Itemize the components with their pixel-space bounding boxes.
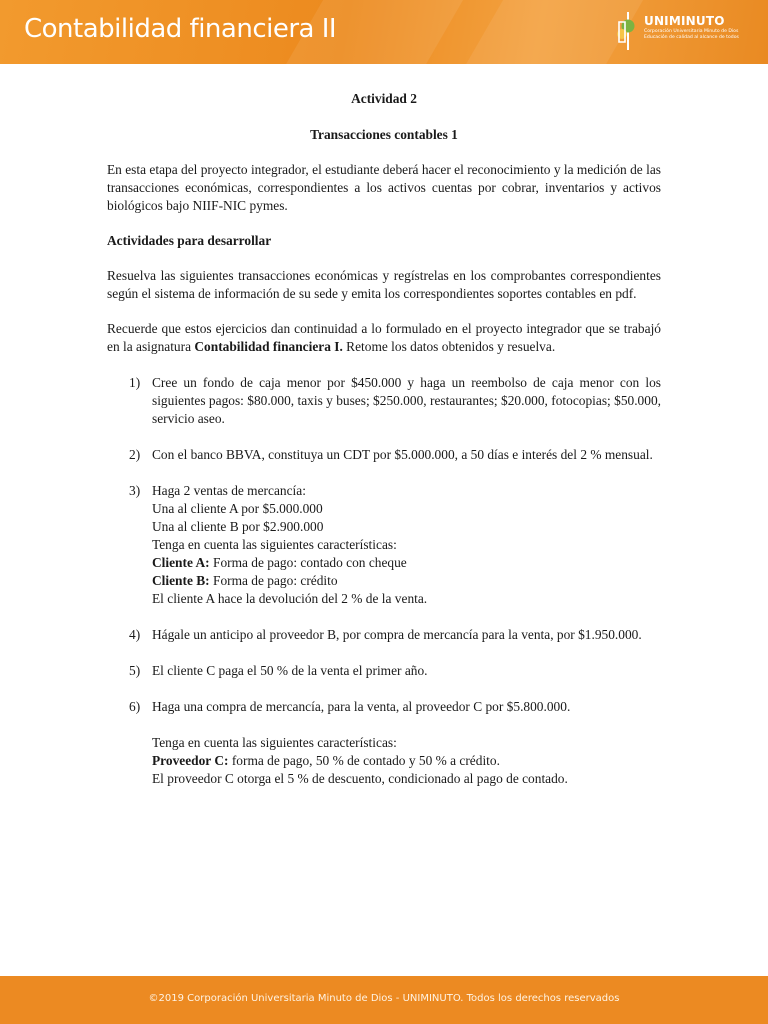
list-item-line xyxy=(152,572,661,590)
list-item-line: Una al cliente A por $5.000.000 xyxy=(152,501,323,516)
uniminuto-logo-icon xyxy=(616,12,642,50)
logo-name: UNIMINUTO xyxy=(644,14,725,28)
reminder-paragraph xyxy=(107,320,661,356)
list-item xyxy=(107,662,661,680)
footer-copyright: ©2019 Corporación Universitaria Minuto de Dios - UNIMINUTO. Todos los derechos reservados xyxy=(148,993,620,1004)
header-title: Contabilidad financiera II xyxy=(24,14,337,44)
list-item-line: Tenga en cuenta las siguientes características: xyxy=(152,537,397,552)
client-a-detail: Forma de pago: contado con cheque xyxy=(209,555,407,570)
supplier-c-label: Proveedor C: xyxy=(152,753,229,768)
list-item-text: Hágale un anticipo al proveedor B, por compra de mercancía para la venta, por $1.950.000. xyxy=(152,627,642,642)
list-number: 3) xyxy=(129,483,141,498)
supplier-note-line xyxy=(152,752,661,770)
logo-subtitle-line-1: Corporación Universitaria Minuto de Dios xyxy=(644,29,739,34)
list-item xyxy=(107,482,661,608)
list-item-text: Haga una compra de mercancía, para la venta, al proveedor C por $5.800.000. xyxy=(152,699,571,714)
list-item xyxy=(107,374,661,428)
supplier-note-line: Tenga en cuenta las siguientes características: xyxy=(152,735,397,750)
list-number: 2) xyxy=(129,447,141,462)
document-body xyxy=(107,90,661,788)
list-number: 6) xyxy=(129,699,141,714)
logo-subtitle-line-2: Educación de calidad al alcance de todos xyxy=(644,35,739,40)
document-title: Actividad 2 xyxy=(351,91,417,106)
client-b-label: Cliente B: xyxy=(152,573,210,588)
list-item-line: El cliente A hace la devolución del 2 % de la venta. xyxy=(152,591,428,606)
instructions-paragraph: Resuelva las siguientes transacciones económicas y regístrelas en los comprobantes correspondientes según el sistema de información de su sede y emita los correspondientes soportes contables en pdf. xyxy=(107,268,661,301)
uniminuto-logo xyxy=(616,12,756,52)
course-name: Contabilidad financiera I. xyxy=(194,339,343,354)
supplier-note-line: El proveedor C otorga el 5 % de descuento, condicionado al pago de contado. xyxy=(152,771,568,786)
list-item-line: Una al cliente B por $2.900.000 xyxy=(152,519,324,534)
list-item xyxy=(107,446,661,464)
list-item xyxy=(107,698,661,716)
supplier-c-detail: forma de pago, 50 % de contado y 50 % a crédito. xyxy=(228,753,500,768)
document-subtitle: Transacciones contables 1 xyxy=(310,127,458,142)
reminder-text-end: Retome los datos obtenidos y resuelva. xyxy=(342,339,556,354)
list-number: 1) xyxy=(129,375,141,390)
page-footer xyxy=(0,976,768,1024)
page-header xyxy=(0,0,768,64)
client-b-detail: Forma de pago: crédito xyxy=(209,573,338,588)
list-item xyxy=(107,626,661,644)
list-item-line xyxy=(152,554,661,572)
reminder-text: Recuerde que estos ejercicios dan continuidad a lo formulado en el proyecto integrador que se trabajó en la asignatura xyxy=(107,321,661,354)
list-item-line: Haga 2 ventas de mercancía: xyxy=(152,483,306,498)
list-number: 5) xyxy=(129,663,141,678)
list-item-text: Con el banco BBVA, constituya un CDT por $5.000.000, a 50 días e interés del 2 % mensual. xyxy=(152,447,653,462)
intro-paragraph: En esta etapa del proyecto integrador, el estudiante deberá hacer el reconocimiento y la medición de las transacciones económicas, correspondientes a los activos cuentas por cobrar, inventarios y activos biológicos bajo NIIF-NIC pymes. xyxy=(107,162,661,213)
supplier-notes xyxy=(107,734,661,788)
list-item-text: Cree un fondo de caja menor por $450.000 y haga un reembolso de caja menor con los siguientes pagos: $80.000, taxis y buses; $250.000, restaurantes; $20.000, fotocopias; $50.000, servicio aseo. xyxy=(152,375,661,426)
list-number: 4) xyxy=(129,627,141,642)
client-a-label: Cliente A: xyxy=(152,555,210,570)
list-item-text: El cliente C paga el 50 % de la venta el primer año. xyxy=(152,663,428,678)
logo-subtitle xyxy=(644,29,756,41)
section-heading: Actividades para desarrollar xyxy=(107,233,272,248)
